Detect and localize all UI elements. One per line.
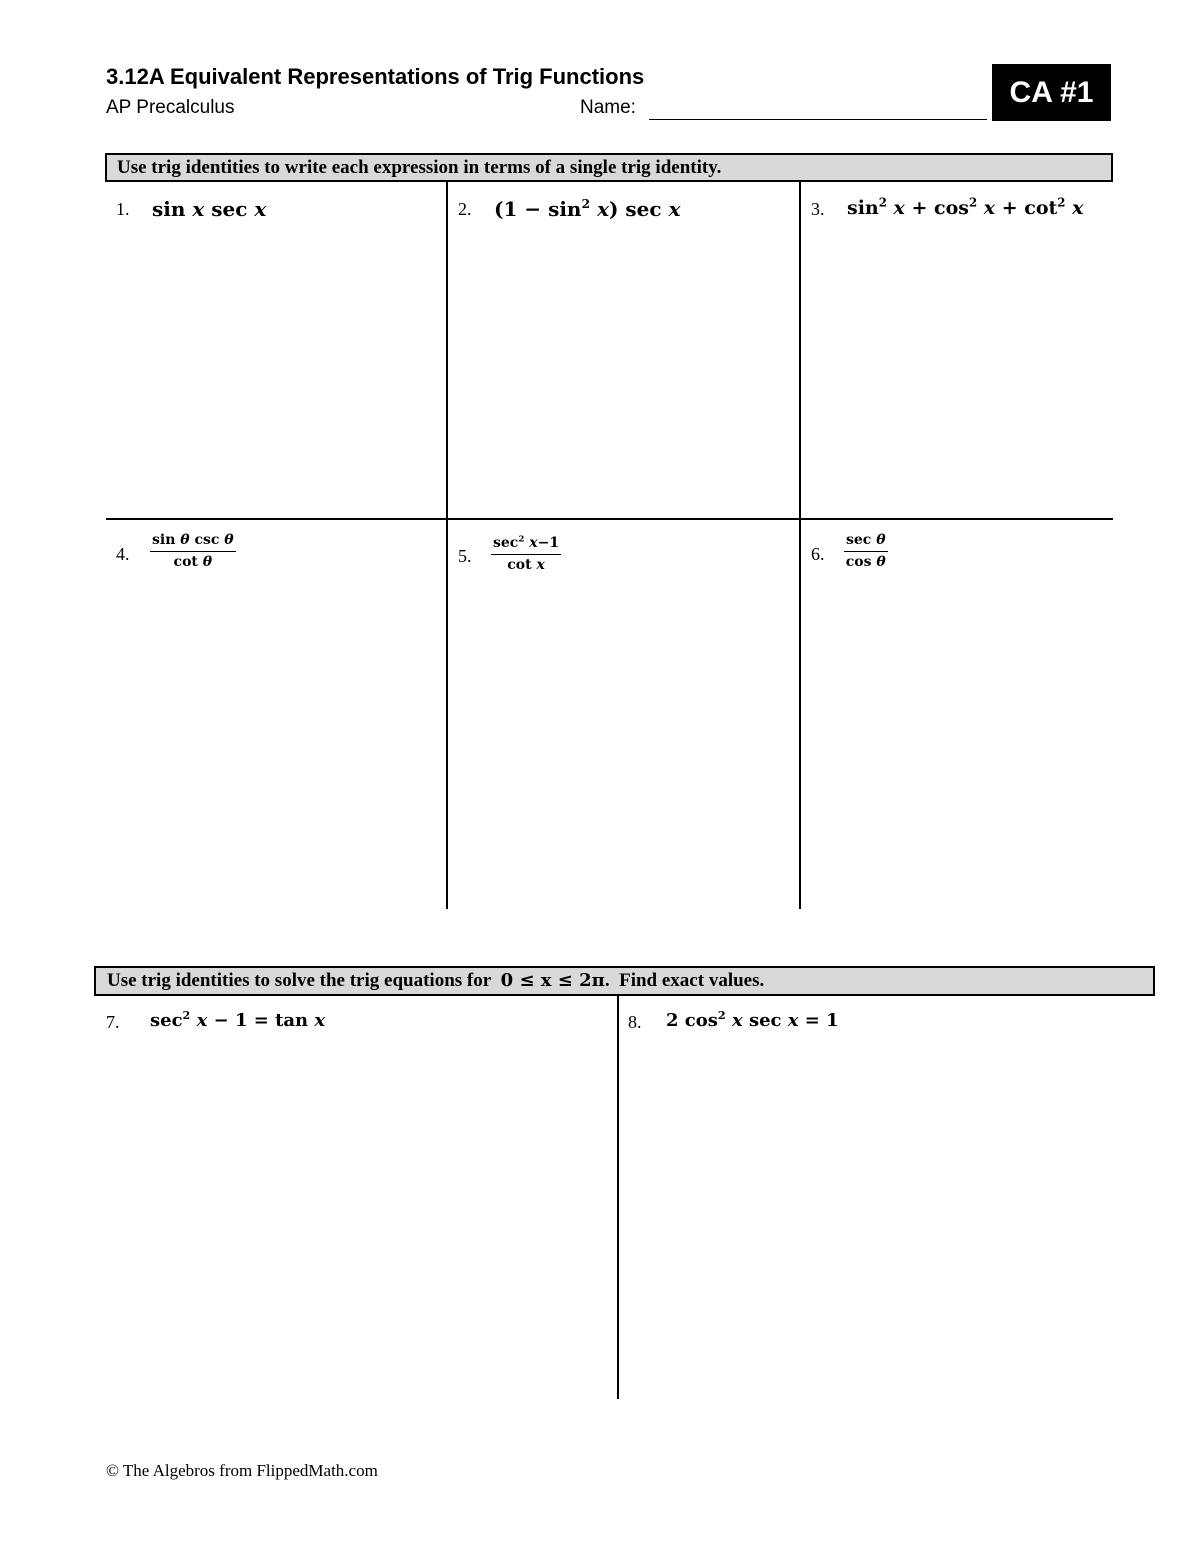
grid-divider-middle xyxy=(106,518,1113,520)
problem-4-numerator: sin θ csc θ xyxy=(150,532,236,552)
problem-2-expression: $(1 - \sin^2 x)$ sec x xyxy=(494,195,681,221)
problem-1-expression: sin x sec x xyxy=(152,197,267,221)
problem-5-denominator: cot x xyxy=(507,557,545,573)
section2-instruction xyxy=(94,966,1155,996)
name-blank-line[interactable] xyxy=(649,119,987,120)
course-name: AP Precalculus xyxy=(106,97,235,118)
problem-6-number: 6. xyxy=(811,544,825,564)
grid-divider-left xyxy=(446,182,448,909)
problem-4-number: 4. xyxy=(116,544,130,564)
worksheet-title: 3.12A Equivalent Representations of Trig Functions xyxy=(106,64,645,89)
section2-interval: 0 ≤ x ≤ 2π xyxy=(500,970,605,991)
problem-5-number: 5. xyxy=(458,546,472,566)
problem-7-number: 7. xyxy=(106,1012,120,1032)
problem-6-numerator: sec θ xyxy=(844,532,888,552)
problem-5-numerator: $\sec^2 x-1$ xyxy=(491,535,561,555)
problem-2-number: 2. xyxy=(458,199,472,219)
ca-badge: CA #1 xyxy=(992,64,1111,121)
name-label: Name: xyxy=(580,97,636,118)
problem-4-denominator: cot θ xyxy=(173,554,213,570)
section2-instruction-suffix: . Find exact values. xyxy=(604,970,765,991)
problem-4-fraction xyxy=(150,532,236,571)
problem-8-number: 8. xyxy=(628,1012,642,1032)
section2-divider xyxy=(617,996,619,1399)
problem-8-expression: 2 $\cos^2 x$ sec x = 1 xyxy=(666,1008,839,1031)
problem-5-fraction xyxy=(491,535,561,574)
problem-3-expression: $\sin^2 x + \cos^2 x + \cot^2 x$ xyxy=(847,195,1084,219)
section2-instruction-prefix: Use trig identities to solve the trig equations for xyxy=(107,970,492,991)
problem-6-fraction xyxy=(844,532,888,571)
grid-divider-right xyxy=(799,182,801,909)
problem-7-expression: $\sec^2 x - 1 = \tan x$ xyxy=(150,1008,326,1031)
problem-3-number: 3. xyxy=(811,199,825,219)
problem-6-denominator: cos θ xyxy=(845,554,886,570)
section1-instruction: Use trig identities to write each expression in terms of a single trig identity. xyxy=(105,153,1113,182)
copyright-footer: © The Algebros from FlippedMath.com xyxy=(106,1461,378,1480)
problem-1-number: 1. xyxy=(116,199,130,219)
